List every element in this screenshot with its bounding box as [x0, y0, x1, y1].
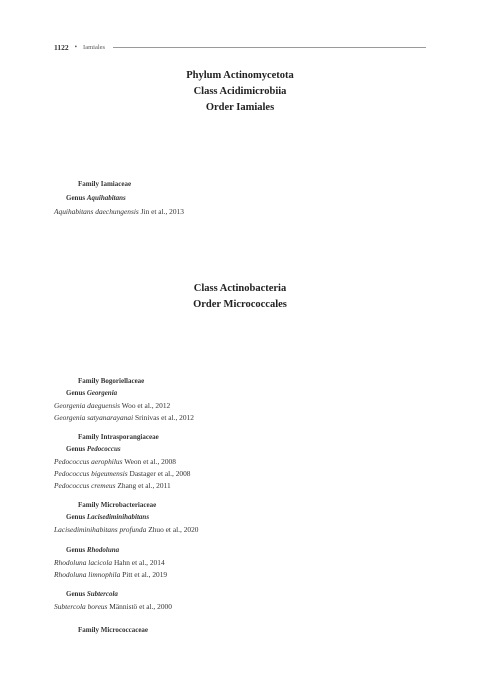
header-separator: • — [74, 43, 78, 51]
family-heading: Family Microbacteriaceae — [78, 501, 157, 509]
running-header — [54, 40, 426, 54]
species-entry: Subtercola boreus Männistö et al., 2000 — [54, 602, 172, 611]
species-entry: Pedococcus aerophilus Weon et al., 2008 — [54, 457, 176, 466]
running-title: Iamiales — [83, 43, 106, 51]
species-entry: Pedococcus bigeumensis Dastager et al., 2008 — [54, 469, 191, 478]
header-rule — [113, 47, 426, 48]
genus-heading: Genus Lacisediminihabitans — [66, 513, 150, 521]
species-entry: Lacisediminihabitans profunda Zhuo et al., 2020 — [54, 525, 199, 534]
genus-heading: Genus Aquihabitans — [66, 194, 126, 202]
heading-order: Order Micrococcales — [193, 299, 287, 310]
family-heading: Family Intrasporangiaceae — [78, 433, 159, 441]
heading-order: Order Iamiales — [205, 102, 275, 113]
genus-heading: Genus Rhodoluna — [66, 546, 120, 554]
family-heading: Family Iamiaceae — [78, 180, 132, 188]
family-heading: Family Micrococcaceae — [78, 626, 149, 634]
heading-phylum: Phylum Actinomycetota — [186, 70, 294, 81]
section-heading-iamiales — [0, 68, 480, 116]
species-entry: Georgenia daeguensis Woo et al., 2012 — [54, 401, 171, 410]
section-heading-micrococcales — [0, 281, 480, 313]
species-entry: Pedococcus cremeus Zhang et al., 2011 — [54, 481, 171, 490]
species-entry: Georgenia satyanarayanai Srinivas et al., 2012 — [54, 413, 194, 422]
species-entry: Aquihabitans daechungensis Jin et al., 2013 — [54, 207, 184, 216]
species-entry: Rhodoluna limnophila Pitt et al., 2019 — [54, 570, 168, 579]
heading-class: Class Acidimicrobiia — [193, 86, 287, 97]
page-number: 1122 — [54, 42, 69, 52]
genus-heading: Genus Pedococcus — [66, 445, 121, 453]
species-entry: Rhodoluna lacicola Hahn et al., 2014 — [54, 558, 165, 567]
genus-heading: Genus Georgenia — [66, 389, 118, 397]
heading-class: Class Actinobacteria — [193, 283, 287, 294]
genus-heading: Genus Subtercola — [66, 590, 118, 598]
family-heading: Family Bogoriellaceae — [78, 377, 145, 385]
